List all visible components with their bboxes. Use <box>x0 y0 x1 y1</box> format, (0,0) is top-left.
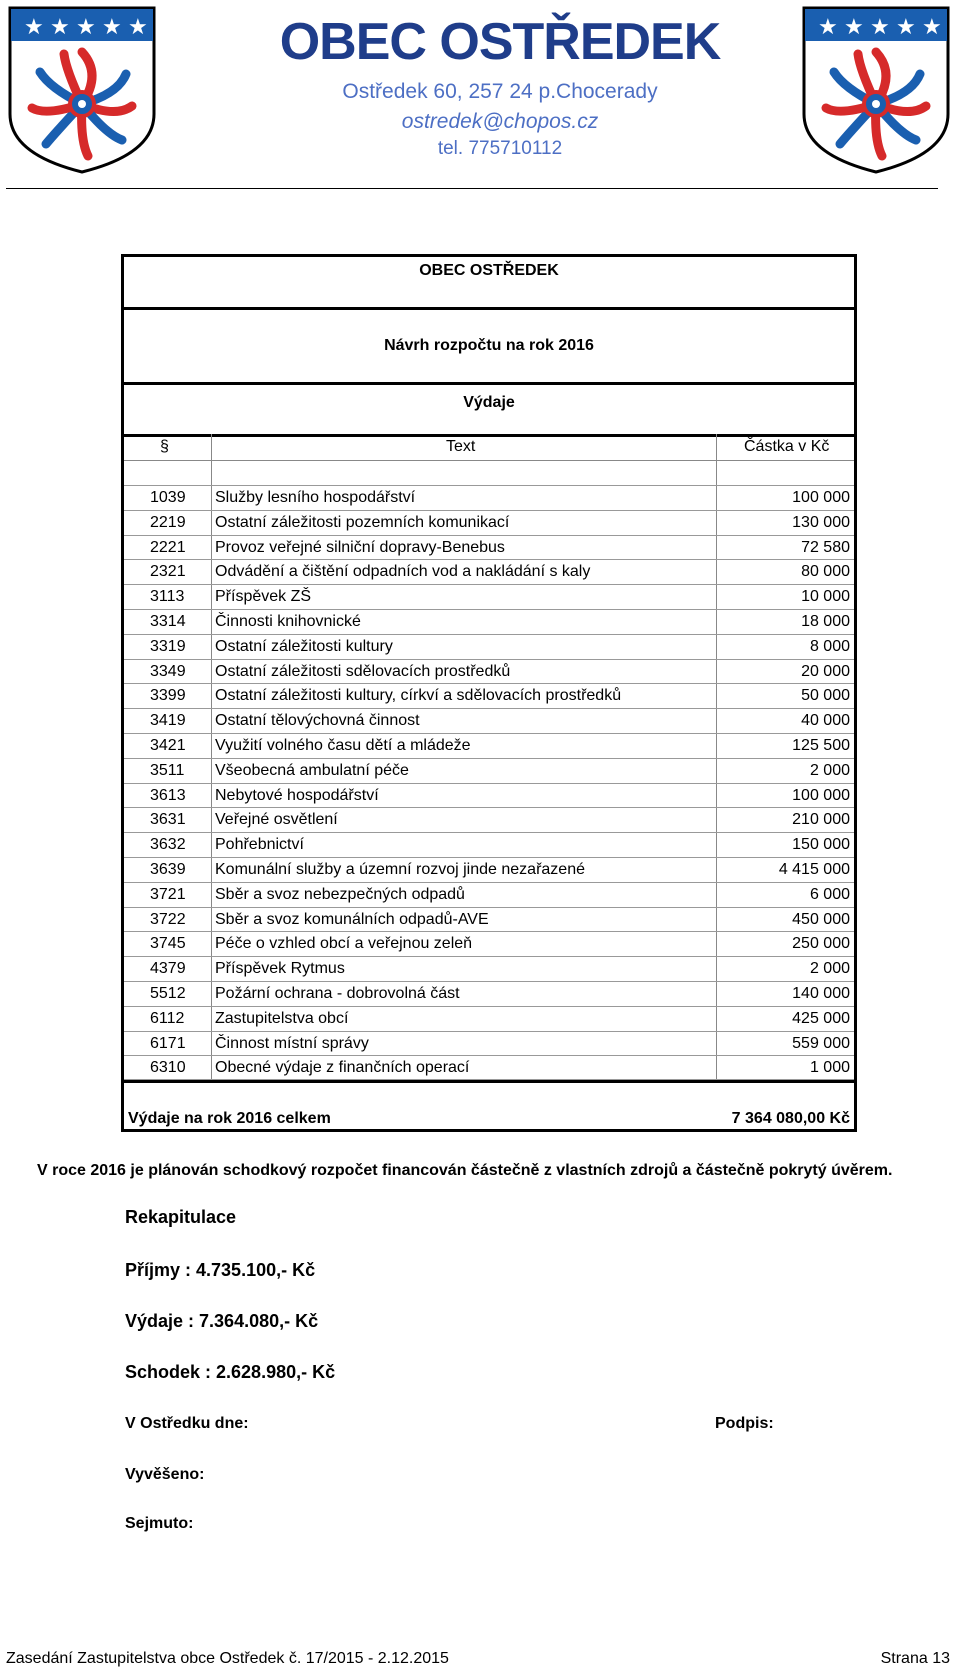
row-text: Veřejné osvětlení <box>215 811 338 829</box>
budget-note: V roce 2016 je plánován schodkový rozpočet financován částečně z vlastních zdrojů a částečně pokrytý úvěrem. <box>37 1162 893 1179</box>
row-code: 2221 <box>150 538 186 556</box>
row-amount: 100 000 <box>792 489 850 506</box>
recap-income: Příjmy : 4.735.100,- Kč <box>125 1260 316 1280</box>
row-code: 1039 <box>150 489 186 506</box>
row-code: 2321 <box>150 563 186 581</box>
svg-text:★: ★ <box>870 15 890 40</box>
row-amount: 100 000 <box>792 786 850 804</box>
row-text: Odvádění a čištění odpadních vod a nakládání s kaly <box>215 563 591 581</box>
row-text: Ostatní záležitosti kultury, církví a sdělovacích prostředků <box>215 687 622 705</box>
row-amount: 425 000 <box>792 1009 850 1027</box>
row-amount: 1 000 <box>809 1059 850 1077</box>
posted-label: Vyvěšeno: <box>125 1466 205 1483</box>
row-code: 3631 <box>150 811 186 829</box>
row-text: Příspěvek ZŠ <box>215 588 312 606</box>
total-label: Výdaje na rok 2016 celkem <box>128 1110 331 1127</box>
row-code: 3113 <box>150 588 185 606</box>
column-text-header: Text <box>446 438 476 455</box>
header-divider <box>6 188 938 189</box>
row-code: 3419 <box>150 712 186 730</box>
row-text: Komunální služby a územní rozvoj jinde nezařazené <box>215 860 585 878</box>
row-amount: 210 000 <box>792 811 850 829</box>
row-code: 3722 <box>150 910 186 928</box>
table-row <box>124 510 854 535</box>
table-row <box>124 1055 854 1080</box>
row-code: 6171 <box>150 1034 186 1052</box>
row-text: Všeobecná ambulatní péče <box>215 761 409 779</box>
email[interactable]: ostredek@chopos.cz <box>401 110 599 133</box>
table-column-header <box>124 434 854 461</box>
table-row <box>124 1031 854 1056</box>
row-amount: 20 000 <box>801 662 850 680</box>
row-text: Zastupitelstva obcí <box>215 1009 349 1027</box>
table-body <box>124 485 854 1080</box>
row-text: Péče o vzhled obcí a veřejnou zeleň <box>215 935 473 953</box>
svg-text:★: ★ <box>128 15 148 40</box>
svg-text:★: ★ <box>76 15 96 40</box>
row-code: 3721 <box>150 885 186 903</box>
row-text: Obecné výdaje z finančních operací <box>215 1059 470 1077</box>
row-code: 3421 <box>150 736 186 754</box>
row-amount: 125 500 <box>792 736 850 754</box>
svg-text:★: ★ <box>922 15 942 40</box>
row-text: Ostatní záležitosti kultury <box>215 637 393 655</box>
row-text: Nebytové hospodářství <box>215 786 379 804</box>
table-row <box>124 931 854 956</box>
row-amount: 4 415 000 <box>778 860 850 878</box>
row-code: 3314 <box>150 612 186 630</box>
table-row <box>124 584 854 609</box>
row-text: Využití volného času dětí a mládeže <box>215 736 471 754</box>
column-amount-header: Částka v Kč <box>744 438 830 455</box>
column-code-header: § <box>160 438 169 455</box>
row-amount: 2 000 <box>809 761 850 779</box>
row-text: Sběr a svoz komunálních odpadů-AVE <box>215 910 489 928</box>
signature-label: Podpis: <box>715 1415 774 1432</box>
row-text: Ostatní tělovýchovná činnost <box>215 712 420 730</box>
row-amount: 559 000 <box>792 1034 850 1052</box>
table-row <box>124 907 854 932</box>
row-text: Ostatní záležitosti pozemních komunikací <box>215 513 510 531</box>
row-code: 3745 <box>150 935 186 953</box>
row-amount: 80 000 <box>801 563 850 581</box>
row-text: Služby lesního hospodářství <box>215 489 416 506</box>
table-row <box>124 733 854 758</box>
table-row <box>124 559 854 584</box>
row-code: 3399 <box>150 687 186 705</box>
svg-text:★: ★ <box>102 15 122 40</box>
row-amount: 18 000 <box>801 612 850 630</box>
table-row <box>124 758 854 783</box>
table-row <box>124 535 854 560</box>
row-code: 3349 <box>150 662 186 680</box>
table-row <box>124 683 854 708</box>
row-code: 6310 <box>150 1059 186 1077</box>
row-code: 3639 <box>150 860 186 878</box>
row-amount: 450 000 <box>792 910 850 928</box>
footer-page-number: Strana 13 <box>880 1650 950 1667</box>
phone: tel. 775710112 <box>437 138 563 159</box>
svg-text:★: ★ <box>50 15 70 40</box>
row-code: 3511 <box>150 761 185 779</box>
municipal-crest-right <box>800 4 952 176</box>
table-row <box>124 708 854 733</box>
row-amount: 8 000 <box>809 637 850 655</box>
row-text: Sběr a svoz nebezpečných odpadů <box>215 885 465 903</box>
address: Ostředek 60, 257 24 p.Chocerady <box>342 80 658 103</box>
row-amount: 140 000 <box>792 984 850 1002</box>
svg-text:★: ★ <box>818 15 838 40</box>
row-amount: 2 000 <box>809 960 850 978</box>
table-total-row <box>124 1080 854 1132</box>
row-code: 4379 <box>150 960 186 978</box>
table-section: Výdaje <box>124 385 854 437</box>
row-amount: 130 000 <box>792 513 850 531</box>
table-row <box>124 1006 854 1031</box>
row-code: 3632 <box>150 836 186 854</box>
svg-text:★: ★ <box>896 15 916 40</box>
row-text: Příspěvek Rytmus <box>215 960 345 978</box>
table-row <box>124 956 854 981</box>
row-text: Pohřebnictví <box>215 836 304 854</box>
row-code: 5512 <box>150 984 186 1002</box>
place-date-label: V Ostředku dne: <box>125 1415 249 1432</box>
row-amount: 72 580 <box>801 538 850 556</box>
row-amount: 50 000 <box>801 687 850 705</box>
footer-meeting: Zasedání Zastupitelstva obce Ostředek č. 17/2015 - 2.12.2015 <box>6 1650 449 1667</box>
row-amount: 6 000 <box>809 885 850 903</box>
recap-heading: Rekapitulace <box>125 1207 237 1227</box>
recap-deficit: Schodek : 2.628.980,- Kč <box>125 1362 336 1382</box>
total-value: 7 364 080,00 Kč <box>731 1110 850 1127</box>
municipal-crest-left <box>6 4 158 176</box>
svg-text:★: ★ <box>844 15 864 40</box>
municipality-title: OBEC OSTŘEDEK <box>279 13 721 71</box>
table-row <box>124 807 854 832</box>
row-text: Požární ochrana - dobrovolná část <box>215 984 460 1002</box>
row-text: Činnosti knihovnické <box>215 612 361 630</box>
budget-table <box>121 254 857 1132</box>
row-code: 2219 <box>150 513 186 531</box>
table-row <box>124 783 854 808</box>
table-org-heading: OBEC OSTŘEDEK <box>124 257 854 310</box>
table-row <box>124 659 854 684</box>
row-text: Provoz veřejné silniční dopravy-Benebus <box>215 538 505 556</box>
row-amount: 40 000 <box>801 712 850 730</box>
table-row <box>124 857 854 882</box>
table-row <box>124 832 854 857</box>
table-row <box>124 634 854 659</box>
removed-label: Sejmuto: <box>125 1515 194 1532</box>
row-text: Činnost místní správy <box>215 1034 369 1052</box>
row-amount: 250 000 <box>792 935 850 953</box>
table-row <box>124 609 854 634</box>
table-row <box>124 882 854 907</box>
row-amount: 150 000 <box>792 836 850 854</box>
svg-text:★: ★ <box>24 15 44 40</box>
table-row <box>124 981 854 1006</box>
table-title: Návrh rozpočtu na rok 2016 <box>124 310 854 385</box>
recap-expenses: Výdaje : 7.364.080,- Kč <box>125 1311 319 1331</box>
row-code: 3613 <box>150 786 186 804</box>
row-text: Ostatní záležitosti sdělovacích prostředků <box>215 662 511 680</box>
row-code: 6112 <box>150 1009 185 1027</box>
row-amount: 10 000 <box>801 588 850 606</box>
table-row <box>124 485 854 510</box>
row-code: 3319 <box>150 637 186 655</box>
